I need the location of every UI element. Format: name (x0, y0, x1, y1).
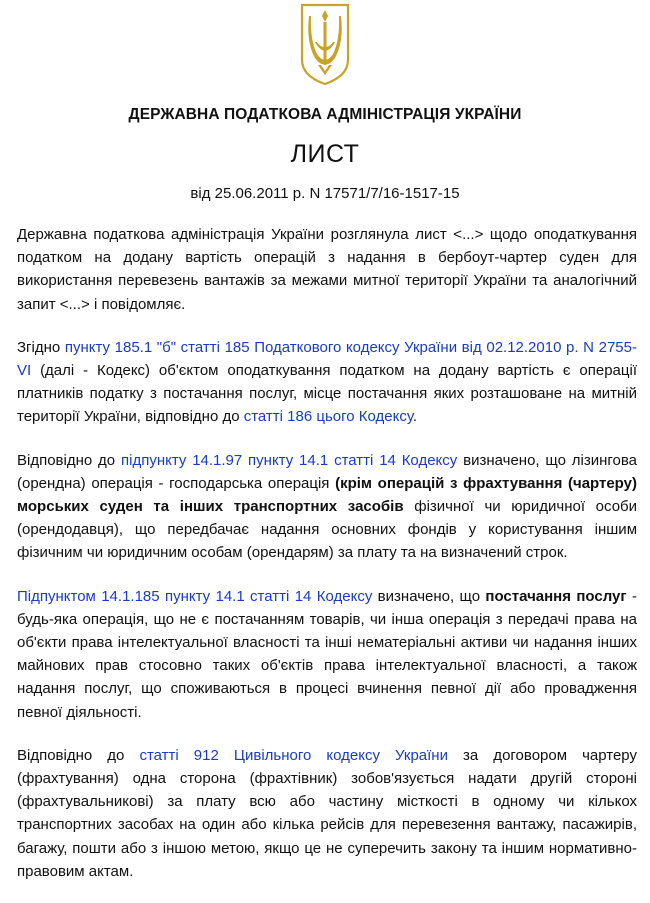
link-tax-code-article-185[interactable]: пункту 185.1 "б" статті 185 Податкового кодексу України від 02.12.2010 р. N 2755-VI (17, 338, 637, 380)
paragraph-text: визначено, що (372, 587, 486, 605)
organization-name: ДЕРЖАВНА ПОДАТКОВА АДМІНІСТРАЦІЯ УКРАЇНИ (128, 106, 522, 123)
paragraph-1 (17, 223, 637, 316)
paragraph-4 (17, 585, 637, 724)
paragraph-3 (17, 449, 637, 565)
link-article-186[interactable]: статті 186 цього Кодексу (243, 408, 413, 426)
link-subparagraph-14-1-97[interactable]: підпункту 14.1.97 пункту 14.1 статті 14 Кодексу (120, 451, 458, 469)
document-title: ЛИСТ (290, 140, 360, 168)
paragraph-text: . (412, 408, 418, 426)
bold-text: (крім операцій з фрахтування (чартеру) морських суден та інших транспортних засобів (17, 474, 637, 516)
paragraph-text: визначено, що лізингова (орендна) операція - господарська операція (17, 451, 637, 492)
paragraph-text: Відповідно до (17, 451, 121, 469)
paragraph-text: Згідно (17, 338, 65, 356)
link-subparagraph-14-1-185[interactable]: Підпунктом 14.1.185 пункту 14.1 статті 14 Кодексу (17, 587, 373, 605)
emblem-container (0, 2, 650, 91)
letter-body (17, 223, 637, 903)
paragraph-text: за договором чартеру (фрахтування) одна сторона (фрахтівник) зобов'язується надати другій стороні (фрахтувальникові) за плату всю або частину місткості в одному чи кількох транспортних засобах на один або кілька рейсів для перевезення вантажу, пасажирів, багажу, пошти або з іншою метою, якщо це не суперечить закону та іншим нормативно-правовим актам. (17, 746, 637, 880)
document-reference: від 25.06.2011 р. N 17571/7/16-1517-15 (190, 185, 460, 202)
paragraph-5 (17, 744, 637, 883)
link-civil-code-article-912[interactable]: статті 912 Цивільного кодексу України (139, 746, 448, 764)
paragraph-text: Державна податкова адміністрація України розглянула лист <...> щодо оподаткування податком на додану вартість операцій з надання в бербоут-чартер суден для використання перевезень вантажів за межами митної території України та аналогічний запит <...> і повідомляє. (17, 226, 637, 313)
paragraph-text: (далі - Кодекс) об'єктом оподаткування податком на додану вартість є операції платників податку з постачання послуг, місце постачання яких розташоване на митній території України, відповідно до (17, 362, 637, 426)
paragraph-text: - будь-яка операція, що не є постачанням товарів, чи інша операція з передачі права на об'єкти права інтелектуальної власності та інші нематеріальні активи чи надання інших майнових прав стосовно таких об'єктів права інтелектуальної власності, а також надання послуг, що споживаються в процесі вчинення певної дії або провадження певної діяльності. (17, 587, 638, 721)
bold-text: постачання послуг (485, 587, 627, 605)
paragraph-2 (17, 336, 637, 429)
trident-coat-of-arms-icon (299, 2, 351, 86)
paragraph-text: фізичної чи юридичної особи (орендодавця), що передбачає надання основних фондів у користування іншим фізичним чи юридичним особам (орендарям) за плату та на визначений строк. (17, 498, 638, 562)
paragraph-text: Відповідно до (17, 746, 140, 764)
